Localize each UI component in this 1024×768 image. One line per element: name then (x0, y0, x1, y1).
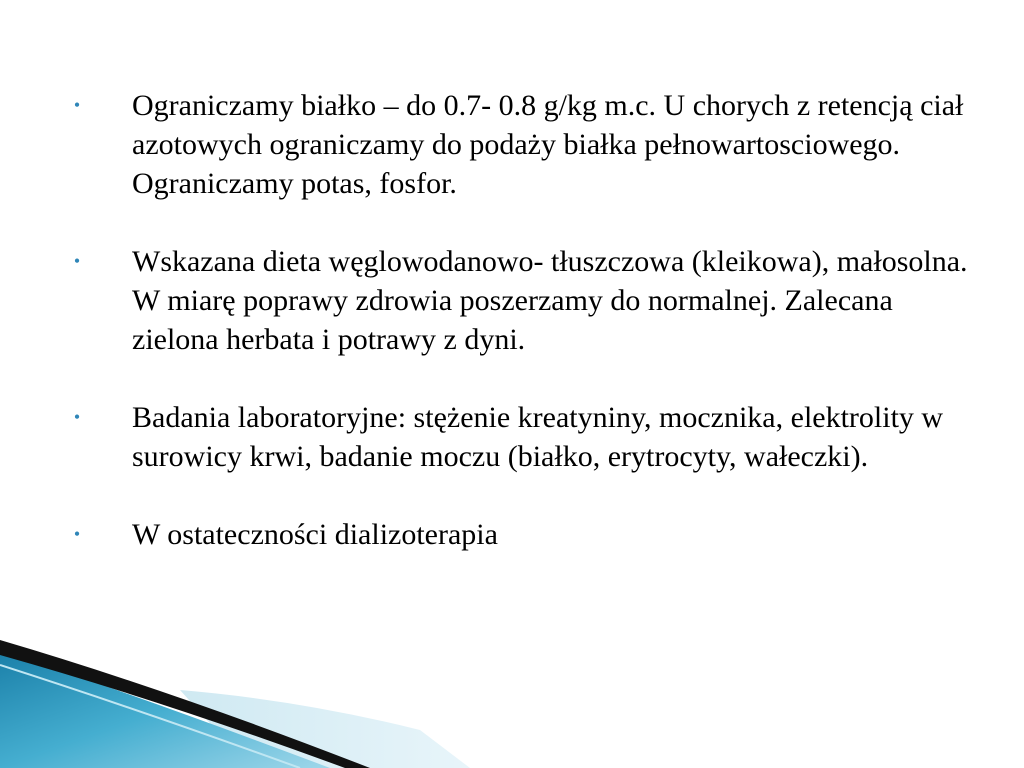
bullet-icon: • (73, 251, 81, 271)
bullet-item-dialysis (72, 515, 972, 554)
bullet-item-lab-tests (72, 398, 972, 476)
bullet-text: W ostateczności dializoterapia (132, 518, 498, 551)
bullet-list (72, 86, 972, 593)
bullet-text: Badania laboratoryjne: stężenie kreatyniny, mocznika, elektrolity w surowicy krwi, badanie moczu (białko, erytrocyty, wałeczki). (132, 401, 944, 473)
bullet-item-diet (72, 242, 972, 359)
bullet-item-protein (72, 86, 972, 203)
bullet-icon: • (73, 407, 81, 427)
bullet-icon: • (73, 95, 81, 115)
bullet-icon: • (73, 524, 81, 544)
bullet-text: Ograniczamy białko – do 0.7- 0.8 g/kg m.c. U chorych z retencją ciał azotowych ograniczamy do podaży białka pełnowartosciowego. Ograniczamy potas, fosfor. (132, 89, 964, 200)
bullet-text: Wskazana dieta węglowodanowo- tłuszczowa (kleikowa), małosolna. W miarę poprawy zdrowia poszerzamy do normalnej. Zalecana zielona herbata i potrawy z dyni. (132, 245, 968, 356)
